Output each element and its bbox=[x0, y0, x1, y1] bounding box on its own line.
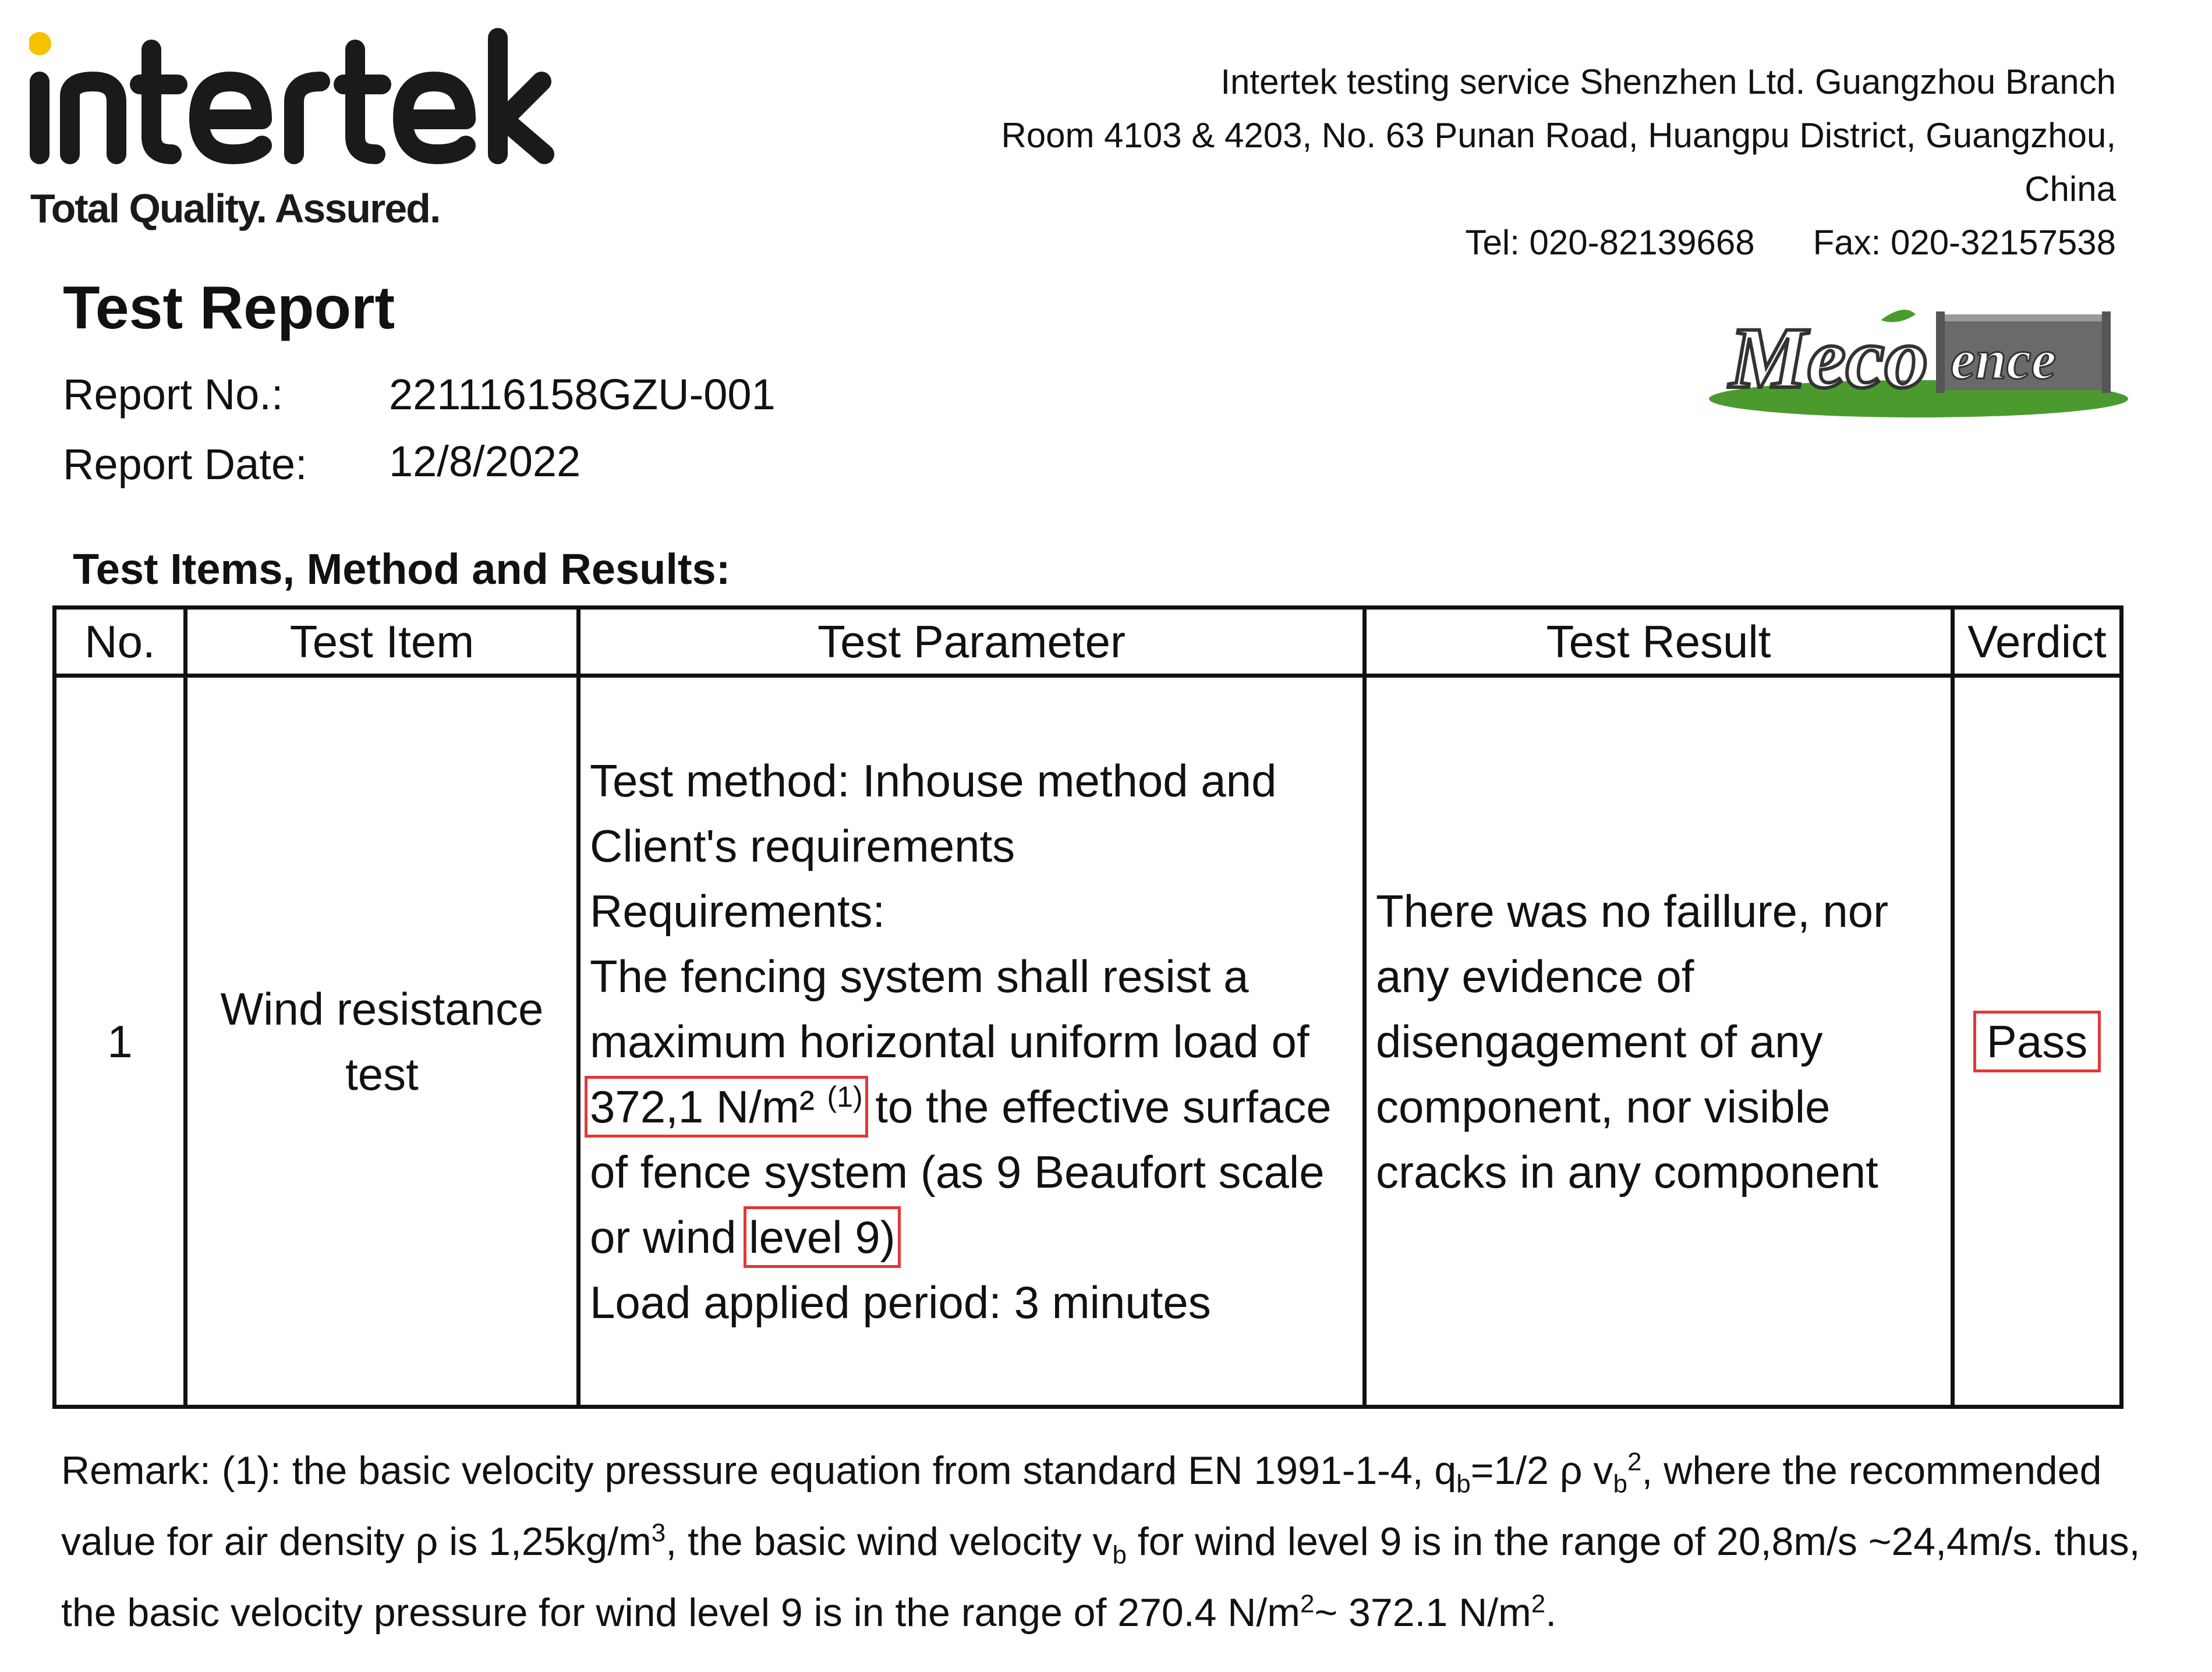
wind-level-highlight: level 9) bbox=[749, 1211, 896, 1263]
table-row bbox=[55, 676, 2122, 1407]
address-line: Room 4103 & 4203, No. 63 Punan Road, Huangpu District, Guangzhou, bbox=[1001, 116, 2116, 155]
mecofence-logo bbox=[1706, 303, 2131, 419]
cell-item: Wind resistance test bbox=[186, 676, 579, 1407]
param-line: Test method: Inhouse method and bbox=[590, 754, 1277, 806]
brand-dot-icon bbox=[29, 32, 51, 55]
remark-sub: b bbox=[1456, 1469, 1471, 1499]
remark-text: Remark: (1): the basic velocity pressure equation from standard EN 1991-1-4, q bbox=[61, 1448, 1457, 1493]
fax: Fax: 020-32157538 bbox=[1813, 223, 2116, 262]
col-header-no: No. bbox=[55, 608, 186, 676]
remark-sub: b bbox=[1613, 1469, 1627, 1499]
param-text: or wind bbox=[590, 1211, 737, 1263]
address-line: China bbox=[2025, 169, 2116, 208]
intertek-logo bbox=[29, 26, 658, 166]
svg-text:ence: ence bbox=[1951, 328, 2057, 391]
remark-text: for wind level 9 is in the range of 20,8m/s ~24,4m/s. thus, the basic velocity pressure for wind level 9 is in the range of 270.4 N/m bbox=[61, 1519, 2140, 1635]
remark bbox=[61, 1435, 2169, 1648]
param-line: maximum horizontal uniform load of bbox=[590, 1015, 1309, 1067]
col-header-item: Test Item bbox=[186, 608, 579, 676]
cell-verdict bbox=[1953, 676, 2122, 1407]
param-text: to the effective surface bbox=[875, 1081, 1332, 1132]
result-line: component, nor visible bbox=[1376, 1081, 1831, 1132]
remark-text: ~ 372.1 N/m bbox=[1314, 1590, 1531, 1635]
load-value: 372,1 N/m² bbox=[590, 1081, 815, 1132]
section-title: Test Items, Method and Results: bbox=[73, 545, 731, 593]
remark-sup: 2 bbox=[1300, 1589, 1315, 1618]
svg-text:Meco: Meco bbox=[1729, 310, 1928, 406]
col-header-result: Test Result bbox=[1365, 608, 1953, 676]
param-line bbox=[590, 1074, 1362, 1139]
tel: Tel: 020-82139668 bbox=[1465, 223, 1755, 262]
remark-text: , where the recommended value for air density ρ is 1,25kg/m bbox=[61, 1448, 2102, 1564]
remark-sub: b bbox=[1112, 1540, 1127, 1570]
remark-text: . bbox=[1545, 1590, 1557, 1635]
tagline: Total Quality. Assured. bbox=[30, 186, 440, 231]
remark-sup: 3 bbox=[651, 1518, 666, 1547]
param-line: of fence system (as 9 Beaufort scale bbox=[590, 1146, 1325, 1198]
report-no-label: Report No.: bbox=[63, 370, 284, 419]
cell-parameter bbox=[579, 676, 1365, 1407]
results-table bbox=[52, 605, 2123, 1409]
col-header-parameter: Test Parameter bbox=[579, 608, 1365, 676]
result-line: cracks in any component bbox=[1376, 1146, 1878, 1198]
report-date-label: Report Date: bbox=[63, 440, 307, 488]
cell-result bbox=[1365, 676, 1953, 1407]
remark-text: =1/2 ρ v bbox=[1470, 1448, 1613, 1493]
table-header-row bbox=[55, 608, 2122, 676]
remark-sup: 2 bbox=[1627, 1447, 1642, 1476]
result-line: There was no faillure, nor bbox=[1376, 885, 1889, 937]
result-line: any evidence of bbox=[1376, 950, 1694, 1002]
result-line: disengagement of any bbox=[1376, 1015, 1823, 1067]
param-line: Client's requirements bbox=[590, 820, 1015, 872]
report-date-value: 12/8/2022 bbox=[389, 437, 581, 486]
param-line: Requirements: bbox=[590, 885, 886, 937]
param-line: The fencing system shall resist a bbox=[590, 950, 1249, 1002]
param-line: Load applied period: 3 minutes bbox=[590, 1276, 1211, 1328]
remark-sup: 2 bbox=[1531, 1589, 1546, 1618]
address-line: Intertek testing service Shenzhen Ltd. Guangzhou Branch bbox=[1220, 62, 2116, 101]
address-block bbox=[1001, 55, 2116, 270]
load-value-highlight bbox=[590, 1081, 863, 1132]
contact-row bbox=[1001, 216, 2116, 270]
verdict-badge: Pass bbox=[1979, 1016, 2096, 1067]
cell-no: 1 bbox=[55, 676, 186, 1407]
report-title: Test Report bbox=[63, 274, 395, 342]
col-header-verdict: Verdict bbox=[1953, 608, 2122, 676]
report-no-value: 221116158GZU-001 bbox=[389, 370, 776, 419]
remark-text: , the basic wind velocity v bbox=[666, 1519, 1113, 1564]
param-line bbox=[590, 1205, 1362, 1270]
load-footnote: (1) bbox=[827, 1080, 863, 1113]
